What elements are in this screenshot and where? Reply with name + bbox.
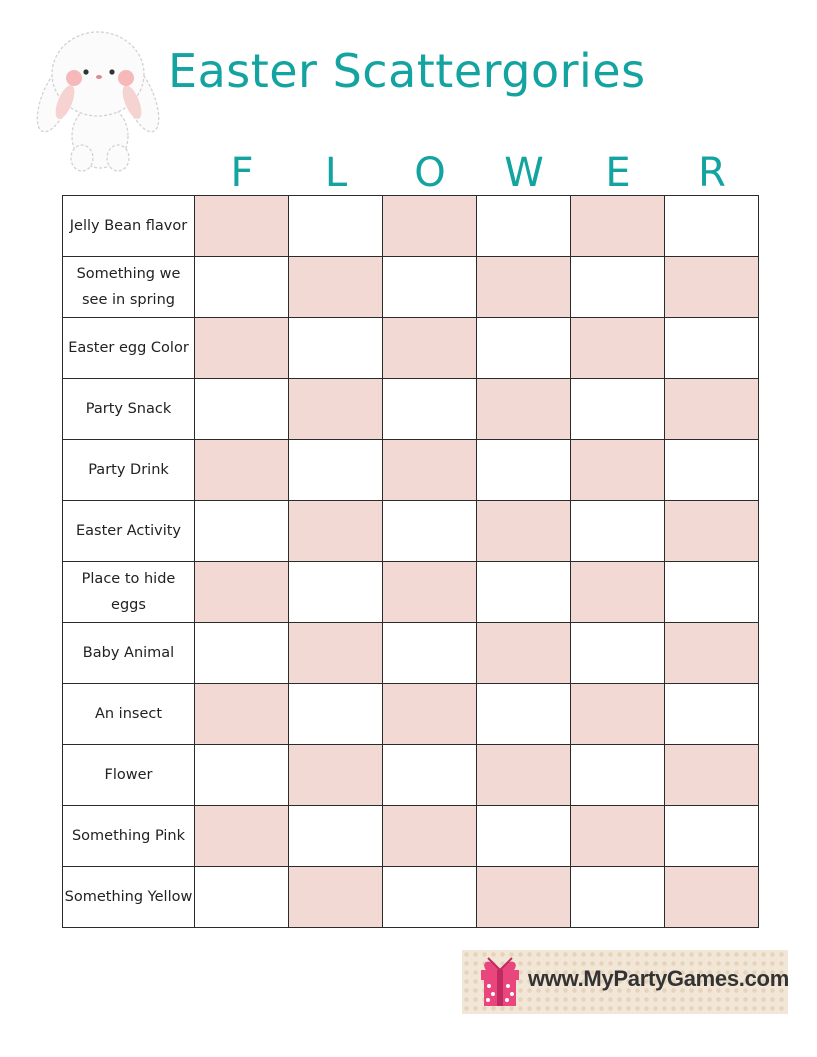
- answer-cell[interactable]: [571, 562, 665, 623]
- answer-cell[interactable]: [477, 684, 571, 745]
- answer-cell[interactable]: [477, 562, 571, 623]
- answer-cell[interactable]: [383, 440, 477, 501]
- answer-cell[interactable]: [477, 318, 571, 379]
- answer-cell[interactable]: [571, 318, 665, 379]
- answer-cell[interactable]: [289, 257, 383, 318]
- answer-cell[interactable]: [477, 257, 571, 318]
- answer-cell[interactable]: [571, 867, 665, 928]
- category-label: Baby Animal: [63, 623, 195, 684]
- category-label: An insect: [63, 684, 195, 745]
- answer-cell[interactable]: [665, 684, 759, 745]
- letter-e: E: [605, 150, 631, 196]
- answer-cell[interactable]: [477, 867, 571, 928]
- answer-cell[interactable]: [289, 806, 383, 867]
- answer-cell[interactable]: [383, 623, 477, 684]
- answer-cell[interactable]: [383, 562, 477, 623]
- table-row: [63, 745, 759, 806]
- table-row: [63, 257, 759, 318]
- category-label: Place to hide eggs: [63, 562, 195, 623]
- answer-cell[interactable]: [571, 257, 665, 318]
- answer-cell[interactable]: [571, 623, 665, 684]
- answer-cell[interactable]: [383, 318, 477, 379]
- answer-cell[interactable]: [665, 867, 759, 928]
- answer-cell[interactable]: [665, 745, 759, 806]
- letter-f: F: [230, 150, 254, 196]
- answer-cell[interactable]: [477, 806, 571, 867]
- category-label: Party Snack: [63, 379, 195, 440]
- table-row: [63, 318, 759, 379]
- gift-box-icon: [472, 954, 528, 1010]
- answer-cell[interactable]: [571, 196, 665, 257]
- answer-cell[interactable]: [571, 806, 665, 867]
- category-label: Party Drink: [63, 440, 195, 501]
- answer-cell[interactable]: [665, 257, 759, 318]
- category-label: Easter Activity: [63, 501, 195, 562]
- letter-r: R: [698, 150, 726, 196]
- answer-cell[interactable]: [195, 257, 289, 318]
- table-row: [63, 806, 759, 867]
- answer-cell[interactable]: [665, 440, 759, 501]
- answer-cell[interactable]: [195, 806, 289, 867]
- answer-cell[interactable]: [383, 684, 477, 745]
- answer-cell[interactable]: [195, 440, 289, 501]
- answer-cell[interactable]: [289, 318, 383, 379]
- table-row: [63, 867, 759, 928]
- answer-cell[interactable]: [289, 501, 383, 562]
- answer-cell[interactable]: [383, 806, 477, 867]
- answer-cell[interactable]: [665, 318, 759, 379]
- website-url[interactable]: www.MyPartyGames.com: [528, 966, 789, 991]
- answer-cell[interactable]: [665, 196, 759, 257]
- answer-cell[interactable]: [571, 379, 665, 440]
- answer-cell[interactable]: [195, 501, 289, 562]
- answer-cell[interactable]: [571, 440, 665, 501]
- category-label: Jelly Bean flavor: [63, 196, 195, 257]
- answer-cell[interactable]: [665, 501, 759, 562]
- answer-cell[interactable]: [383, 501, 477, 562]
- category-label: Something Pink: [63, 806, 195, 867]
- category-label: Easter egg Color: [63, 318, 195, 379]
- answer-cell[interactable]: [477, 196, 571, 257]
- answer-cell[interactable]: [289, 745, 383, 806]
- table-row: [63, 562, 759, 623]
- answer-cell[interactable]: [665, 562, 759, 623]
- answer-cell[interactable]: [289, 196, 383, 257]
- answer-cell[interactable]: [383, 867, 477, 928]
- answer-cell[interactable]: [571, 745, 665, 806]
- category-label: Something we see in spring: [63, 257, 195, 318]
- category-label: Something Yellow: [63, 867, 195, 928]
- bunny-icon: [32, 18, 164, 178]
- category-label: Flower: [63, 745, 195, 806]
- answer-cell[interactable]: [195, 745, 289, 806]
- answer-cell[interactable]: [289, 684, 383, 745]
- page-title: Easter Scattergories: [168, 44, 646, 98]
- answer-cell[interactable]: [289, 623, 383, 684]
- answer-cell[interactable]: [289, 440, 383, 501]
- table-row: [63, 440, 759, 501]
- answer-cell[interactable]: [571, 501, 665, 562]
- letter-w: W: [504, 150, 544, 196]
- website-banner: [462, 950, 788, 1014]
- answer-cell[interactable]: [195, 623, 289, 684]
- answer-cell[interactable]: [477, 501, 571, 562]
- answer-cell[interactable]: [383, 257, 477, 318]
- answer-cell[interactable]: [665, 623, 759, 684]
- letter-l: L: [324, 150, 348, 196]
- answer-cell[interactable]: [477, 440, 571, 501]
- table-row: [63, 501, 759, 562]
- answer-cell[interactable]: [665, 379, 759, 440]
- answer-cell[interactable]: [477, 379, 571, 440]
- answer-cell[interactable]: [665, 806, 759, 867]
- table-row: [63, 196, 759, 257]
- table-row: [63, 379, 759, 440]
- letter-o: O: [414, 150, 446, 196]
- answer-cell[interactable]: [195, 562, 289, 623]
- answer-cell[interactable]: [195, 318, 289, 379]
- answer-cell[interactable]: [477, 745, 571, 806]
- answer-cell[interactable]: [195, 379, 289, 440]
- answer-cell[interactable]: [571, 684, 665, 745]
- answer-cell[interactable]: [383, 745, 477, 806]
- answer-cell[interactable]: [289, 562, 383, 623]
- table-row: [63, 623, 759, 684]
- answer-cell[interactable]: [289, 867, 383, 928]
- answer-cell[interactable]: [195, 867, 289, 928]
- answer-cell[interactable]: [289, 379, 383, 440]
- answer-cell[interactable]: [477, 623, 571, 684]
- letter-header: [195, 150, 759, 196]
- answer-cell[interactable]: [195, 196, 289, 257]
- answer-cell[interactable]: [383, 379, 477, 440]
- answer-cell[interactable]: [383, 196, 477, 257]
- table-row: [63, 684, 759, 745]
- scattergories-grid: [62, 195, 759, 928]
- answer-cell[interactable]: [195, 684, 289, 745]
